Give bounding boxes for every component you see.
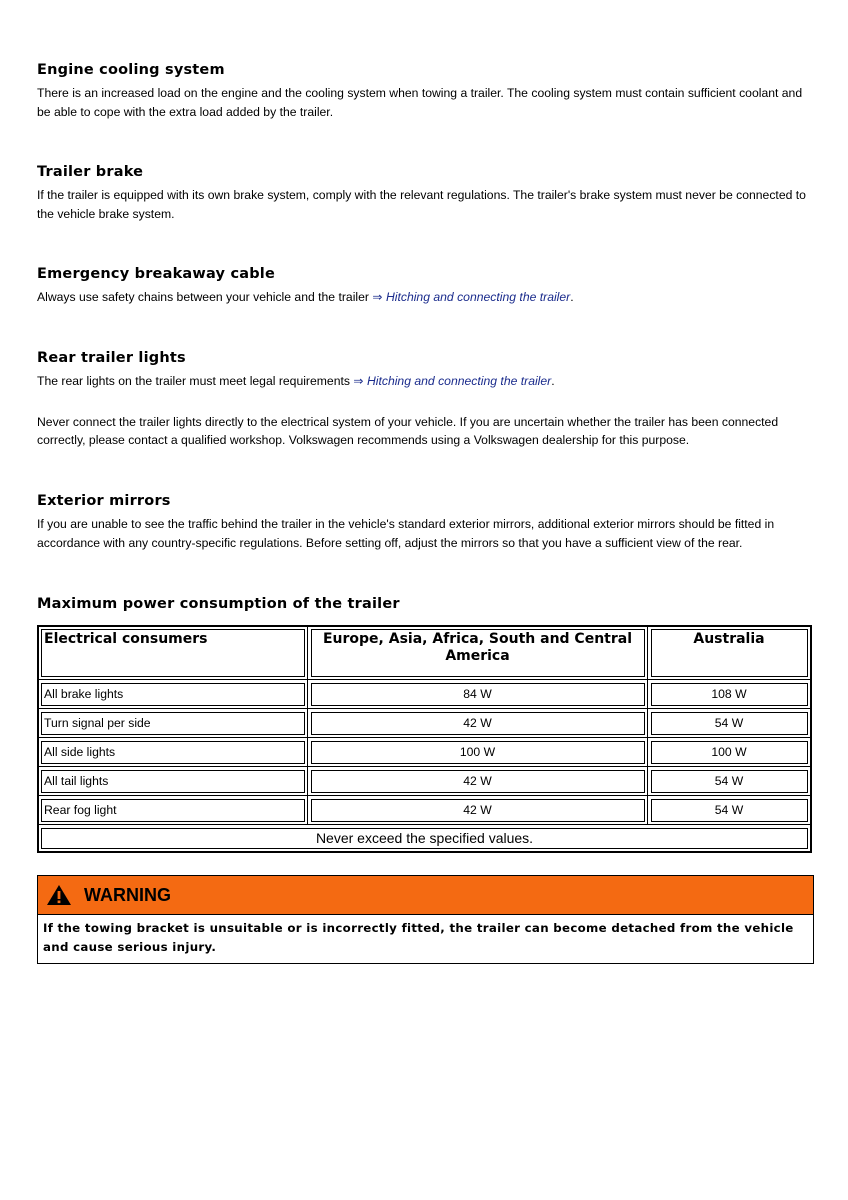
table-note-row: [38, 825, 811, 853]
paragraph-suffix: .: [570, 290, 574, 304]
paragraph-suffix: .: [551, 374, 555, 388]
section-trailer-brake: [37, 164, 812, 223]
warning-header: [38, 876, 813, 915]
table-row: [38, 767, 811, 796]
table-row: [38, 709, 811, 738]
table-cell: All side lights: [38, 738, 308, 767]
paragraph-text: The rear lights on the trailer must meet legal requirements: [37, 374, 354, 388]
section-heading: Engine cooling system: [37, 62, 225, 78]
table-title: Maximum power consumption of the trailer: [37, 596, 400, 612]
power-consumption-table: [37, 625, 812, 853]
section-heading: Rear trailer lights: [37, 350, 186, 366]
table-row: [38, 796, 811, 825]
table-cell: All tail lights: [38, 767, 308, 796]
link-hitching-trailer[interactable]: Hitching and connecting the trailer: [366, 374, 552, 388]
section-paragraph: If you are unable to see the traffic behind the trailer in the vehicle's standard exterior mirrors, additional exterior mirrors should be fitted in accordance with any country-specific regulations. Before setting off, adjust the mirrors so that you have a sufficient view of the rear.: [37, 517, 775, 550]
section-rear-trailer-lights: [37, 350, 812, 450]
link-hitching-trailer[interactable]: Hitching and connecting the trailer: [385, 290, 571, 304]
table-cell: Turn signal per side: [38, 709, 308, 738]
column-header: Europe, Asia, Africa, South and Central America: [308, 626, 648, 680]
table-cell: 100 W: [648, 738, 812, 767]
table-cell: 108 W: [648, 680, 812, 709]
table-row: [38, 680, 811, 709]
section-paragraph: Never connect the trailer lights directly to the electrical system of your vehicle. If you are uncertain whether the trailer has been connected correctly, please contact a qualified workshop. Volkswagen recommends using a Volkswagen dealership for this purpose.: [37, 414, 779, 447]
warning-title: WARNING: [84, 884, 171, 905]
table-cell: 84 W: [308, 680, 648, 709]
table-cell: 54 W: [648, 796, 812, 825]
table-title-block: [37, 596, 812, 612]
table-header-row: [38, 626, 811, 680]
table-cell: 100 W: [308, 738, 648, 767]
column-header: Electrical consumers: [38, 626, 308, 680]
table-cell: 42 W: [308, 796, 648, 825]
section-breakaway-cable: [37, 266, 812, 307]
table-row: [38, 738, 811, 767]
warning-text: If the towing bracket is unsuitable or is incorrectly fitted, the trailer can become detached from the vehicle and cause serious injury.: [43, 921, 794, 954]
column-header: Australia: [648, 626, 812, 680]
section-heading: Trailer brake: [37, 164, 144, 180]
arrow-right-icon: ⇒: [353, 374, 364, 388]
table-note: Never exceed the specified values.: [38, 825, 811, 853]
section-heading: Emergency breakaway cable: [37, 266, 276, 282]
paragraph-text: Always use safety chains between your vehicle and the trailer: [37, 290, 373, 304]
table-cell: 54 W: [648, 709, 812, 738]
section-exterior-mirrors: [37, 493, 812, 552]
table-cell: 42 W: [308, 709, 648, 738]
warning-box: [37, 875, 814, 964]
section-engine-cooling: [37, 62, 812, 121]
section-paragraph: There is an increased load on the engine and the cooling system when towing a trailer. The cooling system must contain sufficient coolant and be able to cope with the extra load added by the trailer.: [37, 86, 803, 119]
table-cell: All brake lights: [38, 680, 308, 709]
section-paragraph: [37, 372, 812, 391]
section-heading: Exterior mirrors: [37, 493, 171, 509]
table-cell: Rear fog light: [38, 796, 308, 825]
section-paragraph: If the trailer is equipped with its own brake system, comply with the relevant regulations. The trailer's brake system must never be connected to the vehicle brake system.: [37, 188, 806, 221]
table-cell: 54 W: [648, 767, 812, 796]
section-paragraph: [37, 288, 812, 307]
warning-triangle-icon: [46, 884, 72, 906]
table-cell: 42 W: [308, 767, 648, 796]
arrow-right-icon: ⇒: [372, 290, 383, 304]
